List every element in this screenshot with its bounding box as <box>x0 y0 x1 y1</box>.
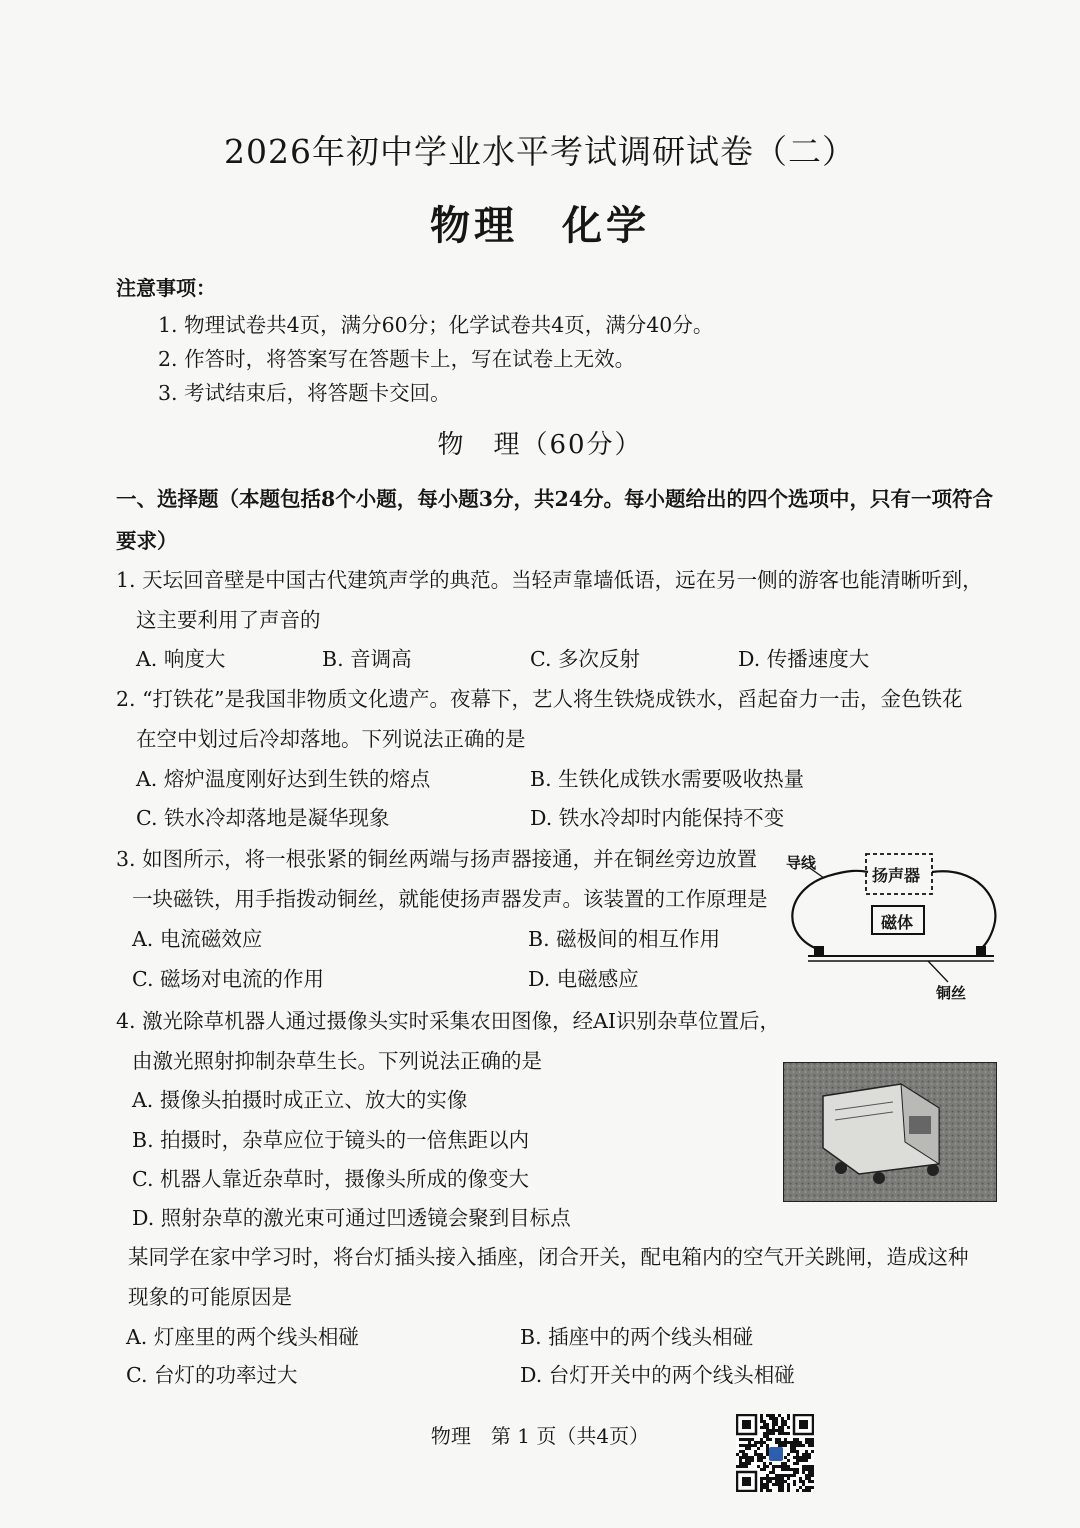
robot-wheel <box>873 1172 885 1184</box>
question-5-option-c: C. 台灯的功率过大 <box>126 1363 298 1387</box>
question-1-option-c: C. 多次反射 <box>530 647 640 671</box>
magnet-label: 磁体 <box>881 913 914 932</box>
notice-item: 2. 作答时，将答案写在答题卡上，写在试卷上无效。 <box>158 347 636 371</box>
question-4-option-c: C. 机器人靠近杂草时，摄像头所成的像变大 <box>132 1167 529 1191</box>
question-5-option-d: D. 台灯开关中的两个线头相碰 <box>520 1363 795 1387</box>
exam-subtitle: 物理 化学 <box>430 202 650 249</box>
question-2-option-a: A. 熔炉温度刚好达到生铁的熔点 <box>136 767 431 791</box>
terminal-left <box>814 946 824 956</box>
question-4-stem-cont: 由激光照射抑制杂草生长。下列说法正确的是 <box>132 1049 542 1073</box>
robot-wheel <box>835 1162 847 1174</box>
question-1-option-d: D. 传播速度大 <box>738 647 870 671</box>
question-5-option-b: B. 插座中的两个线头相碰 <box>520 1325 754 1349</box>
speaker-circuit-figure <box>780 848 1000 1008</box>
question-3-option-a: A. 电流磁效应 <box>132 927 263 951</box>
qr-code-icon[interactable] <box>736 1414 814 1492</box>
question-3-option-d: D. 电磁感应 <box>528 967 639 991</box>
question-2-option-c: C. 铁水冷却落地是凝华现象 <box>136 806 390 830</box>
question-3-option-b: B. 磁极间的相互作用 <box>528 927 721 951</box>
wire-right <box>932 871 995 950</box>
laser-weeding-robot-photo <box>783 1062 997 1202</box>
question-4-stem: 4. 激光除草机器人通过摄像头实时采集农田图像，经AI识别杂草位置后， <box>116 1009 780 1033</box>
robot-photo-illustration <box>783 1062 997 1202</box>
copper-label-leader <box>928 961 948 982</box>
notice-item: 1. 物理试卷共4页，满分60分；化学试卷共4页，满分40分。 <box>158 313 714 337</box>
question-1-option-a: A. 响度大 <box>136 647 226 671</box>
page-footer: 物理 第 1 页（共4页） <box>430 1424 650 1448</box>
question-5-stem: 某同学在家中学习时，将台灯插头接入插座，闭合开关，配电箱内的空气开关跳闸，造成这种 <box>128 1245 969 1269</box>
terminal-right <box>976 946 986 956</box>
question-4-option-d: D. 照射杂草的激光束可通过凹透镜会聚到目标点 <box>132 1206 571 1230</box>
robot-wheel <box>927 1164 939 1176</box>
section-heading-cont: 要求） <box>116 529 178 553</box>
question-1-option-b: B. 音调高 <box>322 647 412 671</box>
notice-heading: 注意事项： <box>116 276 216 300</box>
question-1-stem: 1. 天坛回音壁是中国古代建筑声学的典范。当轻声靠墙低语，远在另一侧的游客也能清晰听到， <box>116 568 983 592</box>
speaker-label: 扬声器 <box>872 866 921 885</box>
question-2-option-b: B. 生铁化成铁水需要吸收热量 <box>530 767 805 791</box>
robot-camera-panel <box>909 1116 931 1134</box>
question-2-option-d: D. 铁水冷却时内能保持不变 <box>530 806 785 830</box>
question-3-option-c: C. 磁场对电流的作用 <box>132 967 324 991</box>
copper-label: 铜丝 <box>936 984 967 1002</box>
wire-label: 导线 <box>786 854 817 872</box>
physics-title: 物 理（60分） <box>437 430 643 460</box>
question-3-stem-cont: 一块磁铁，用手指拨动铜丝，就能使扬声器发声。该装置的工作原理是 <box>132 887 768 911</box>
notice-item: 3. 考试结束后，将答题卡交回。 <box>158 381 451 405</box>
question-5-stem-cont: 现象的可能原因是 <box>128 1285 292 1309</box>
wire-left <box>792 871 868 950</box>
exam-title: 2026年初中学业水平考试调研试卷（二） <box>224 132 856 171</box>
question-4-option-b: B. 拍摄时，杂草应位于镜头的一倍焦距以内 <box>132 1128 530 1152</box>
qr-code-graphic <box>736 1414 814 1492</box>
question-2-stem-cont: 在空中划过后冷却落地。下列说法正确的是 <box>136 727 526 751</box>
question-1-stem-cont: 这主要利用了声音的 <box>136 608 321 632</box>
question-2-stem: 2. “打铁花”是我国非物质文化遗产。夜幕下，艺人将生铁烧成铁水，舀起奋力一击，金色铁花 <box>116 687 963 711</box>
question-5-option-a: A. 灯座里的两个线头相碰 <box>126 1325 359 1349</box>
question-4-option-a: A. 摄像头拍摄时成正立、放大的实像 <box>132 1088 468 1112</box>
section-heading: 一、选择题（本题包括8个小题，每小题3分，共24分。每小题给出的四个选项中，只有一项符合 <box>116 487 994 511</box>
question-3-stem: 3. 如图所示，将一根张紧的铜丝两端与扬声器接通，并在铜丝旁边放置 <box>116 847 758 871</box>
